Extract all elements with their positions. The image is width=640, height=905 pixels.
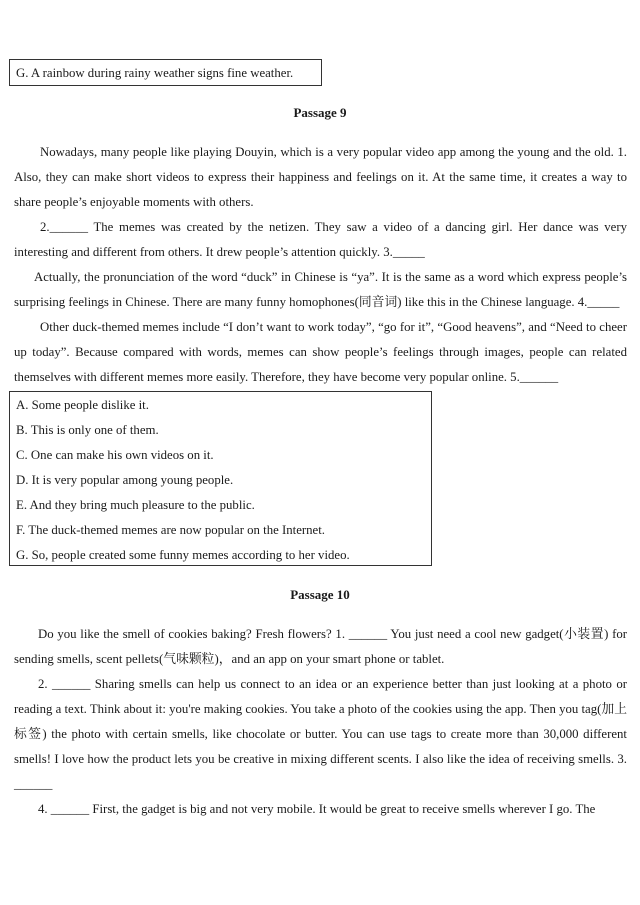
passage9-paragraph-1: Nowadays, many people like playing Douyin, which is a very popular video app among the young and the old. 1. Also, they can make short videos to express their happiness and feelings on it. At the same time, it creates a way to share people’s enjoyable moments with others.: [14, 145, 627, 209]
option-e: E. And they bring much pleasure to the public.: [16, 498, 255, 512]
passage9-paragraph-4: Other duck-themed memes include “I don’t want to work today”, “go for it”, “Good heavens”, and “Need to cheer up today”. Because compared with words, memes can show people’s feelings through images, people can related themselves with different memes more easily. Therefore, they have become very popular online. 5.______: [14, 320, 627, 384]
option-g: G. So, people created some funny memes according to her video.: [16, 548, 350, 562]
option-d: D. It is very popular among young people.: [16, 473, 234, 487]
option-b: B. This is only one of them.: [16, 423, 159, 437]
passage9-paragraph-2: 2.______ The memes was created by the netizen. They saw a video of a dancing girl. Her dance was very interesting and different from others. It drew people’s attention quickly. 3._____: [14, 220, 627, 259]
option-g-prev: G. A rainbow during rainy weather signs fine weather.: [16, 66, 294, 80]
option-a: A. Some people dislike it.: [16, 398, 149, 412]
option-f: F. The duck-themed memes are now popular on the Internet.: [16, 523, 325, 537]
passage10-paragraph-1: Do you like the smell of cookies baking? Fresh flowers? 1. ______ You just need a cool new gadget(小装置) for sending smells, scent pellets(气味颗粒)，and an app on your smart phone or tablet.: [14, 627, 627, 666]
passage9-paragraph-3: Actually, the pronunciation of the word “duck” in Chinese is “ya”. It is the same as a word which express people’s surprising feelings in Chinese. There are many funny homophones(同音词) like this in the Chinese language. 4._____: [14, 270, 627, 309]
passage10-paragraph-2: 2. ______ Sharing smells can help us connect to an idea or an experience better than just looking at a photo or reading a text. Think about it: you're making cookies. You take a photo of the cookies using the app. Then you tag(加上标签) the photo with certain smells, like chocolate or butter. You can use tags to create more than 30,000 different smells! I love how the product lets you be creative in mixing different scents. I also like the idea of receiving smells. 3. ______: [14, 677, 627, 791]
passage10-heading: Passage 10: [290, 587, 350, 602]
option-box-prev: [9, 59, 322, 86]
option-c: C. One can make his own videos on it.: [16, 448, 214, 462]
passage9-heading: Passage 9: [293, 105, 347, 120]
passage9-options-box: [9, 391, 432, 566]
passage10-paragraph-3: 4. ______ First, the gadget is big and not very mobile. It would be great to receive smells wherever I go. The: [38, 802, 596, 816]
